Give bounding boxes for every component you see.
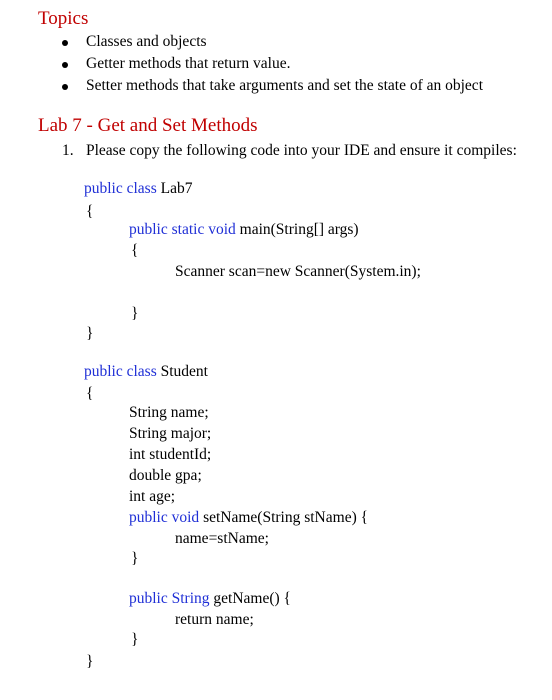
keyword: public class: [84, 363, 157, 380]
code-line-field: String name;: [129, 404, 209, 421]
code-line-getter-signature: [129, 590, 291, 608]
code-line-setter-signature: [129, 509, 368, 527]
keyword: public static void: [129, 221, 236, 238]
code-line-student-class: [84, 363, 208, 381]
topic-item-2: Getter methods that return value.: [86, 55, 291, 72]
code-brace: }: [131, 631, 139, 648]
topics-heading: Topics: [38, 8, 89, 29]
keyword: public String: [129, 590, 210, 607]
class-name: Student: [156, 363, 208, 380]
bullet-icon: [62, 40, 68, 46]
code-brace: }: [131, 550, 139, 567]
code-line-field: int age;: [129, 488, 176, 505]
class-name: Lab7: [156, 180, 193, 197]
keyword: public void: [129, 509, 200, 526]
method-signature: getName() {: [209, 590, 291, 607]
code-brace: {: [131, 242, 139, 259]
bullet-icon: [62, 62, 68, 68]
code-brace: {: [86, 385, 94, 402]
code-line-field: double gpa;: [129, 467, 202, 484]
code-brace: {: [86, 203, 94, 220]
code-brace: }: [131, 305, 139, 322]
topic-item-3: Setter methods that take arguments and set the state of an object: [86, 77, 483, 94]
lab-heading: Lab 7 - Get and Set Methods: [38, 115, 258, 136]
code-line-lab7-class: [84, 180, 192, 198]
topic-item-1: Classes and objects: [86, 33, 207, 50]
step-text: Please copy the following code into your IDE and ensure it compiles:: [86, 142, 517, 159]
code-brace: }: [86, 653, 94, 670]
code-line-setter-body: name=stName;: [175, 530, 269, 547]
keyword: public class: [84, 180, 157, 197]
code-line-field: int studentId;: [129, 446, 212, 463]
code-line-main-signature: [129, 221, 359, 239]
step-number: 1.: [62, 142, 74, 159]
bullet-icon: [62, 84, 68, 90]
code-line-getter-body: return name;: [175, 611, 254, 628]
code-line-scanner: Scanner scan=new Scanner(System.in);: [175, 263, 421, 280]
method-signature: setName(String stName) {: [199, 509, 369, 526]
code-line-field: String major;: [129, 425, 212, 442]
method-signature: main(String[] args): [235, 221, 359, 238]
code-brace: }: [86, 325, 94, 342]
